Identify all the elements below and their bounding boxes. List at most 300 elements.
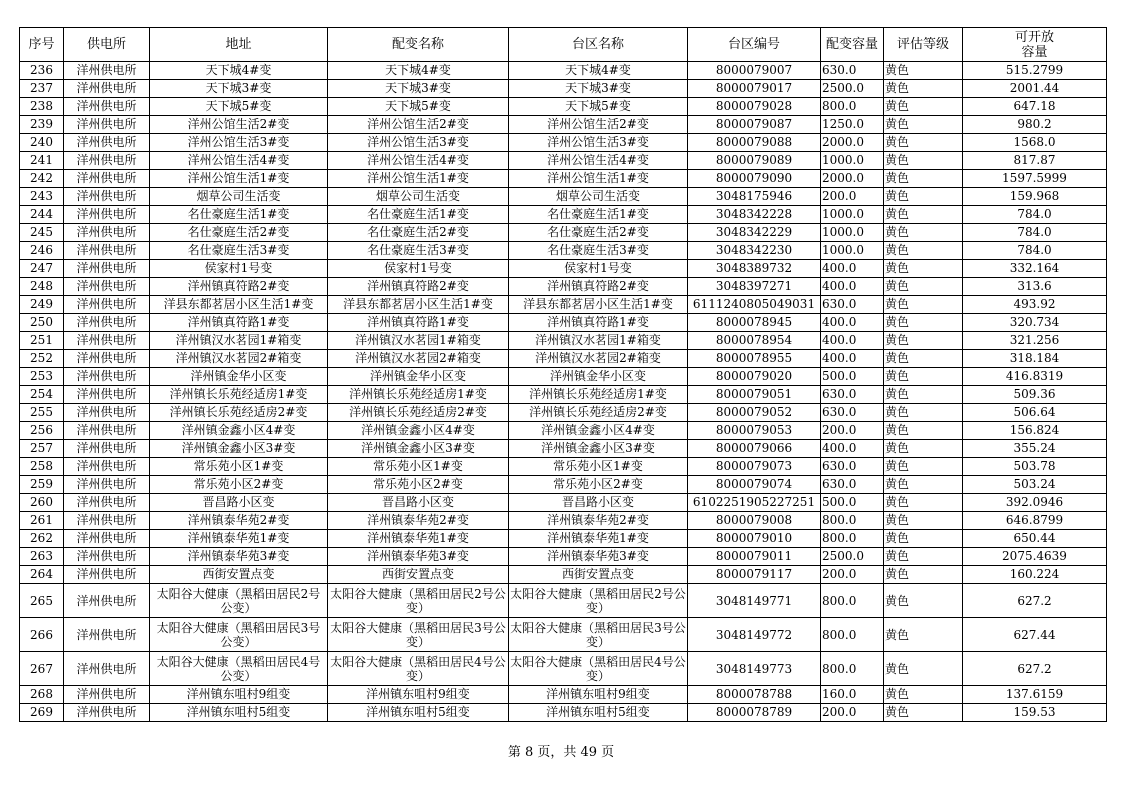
district-name-cell: 洋州镇真符路1#变 [509, 314, 688, 332]
rating-cell: 黄色 [884, 548, 963, 566]
transformer-name-cell: 洋州镇东咀村9组变 [328, 686, 509, 704]
district-code-cell: 8000078789 [688, 704, 821, 722]
transformer-name-cell: 太阳谷大健康（黑稻田居民2号公变） [328, 584, 509, 618]
capacity-cell: 160.0 [821, 686, 884, 704]
station-cell: 洋州供电所 [64, 704, 150, 722]
capacity-cell: 1000.0 [821, 242, 884, 260]
table-row [20, 62, 1107, 80]
transformer-name-cell: 洋州镇金鑫小区4#变 [328, 422, 509, 440]
capacity-cell: 800.0 [821, 530, 884, 548]
rating-cell: 黄色 [884, 386, 963, 404]
table-row [20, 332, 1107, 350]
address-cell: 洋州镇金华小区变 [150, 368, 328, 386]
district-name-cell: 太阳谷大健康（黑稻田居民2号公变） [509, 584, 688, 618]
district-code-cell: 3048175946 [688, 188, 821, 206]
table-row [20, 260, 1107, 278]
header-cell: 台区编号 [688, 28, 821, 62]
header-cell: 评估等级 [884, 28, 963, 62]
station-cell: 洋州供电所 [64, 584, 150, 618]
address-cell: 洋县东都茗居小区生活1#变 [150, 296, 328, 314]
station-cell: 洋州供电所 [64, 530, 150, 548]
transformer-name-cell: 洋州公馆生活1#变 [328, 170, 509, 188]
station-cell: 洋州供电所 [64, 206, 150, 224]
row-number-cell: 258 [20, 458, 64, 476]
capacity-cell: 500.0 [821, 494, 884, 512]
transformer-name-cell: 名仕豪庭生活2#变 [328, 224, 509, 242]
rating-cell: 黄色 [884, 566, 963, 584]
address-cell: 洋州公馆生活4#变 [150, 152, 328, 170]
open-capacity-cell: 159.53 [963, 704, 1107, 722]
station-cell: 洋州供电所 [64, 494, 150, 512]
table-row [20, 278, 1107, 296]
capacity-cell: 2500.0 [821, 548, 884, 566]
address-cell: 洋州镇汉水茗园2#箱变 [150, 350, 328, 368]
address-cell: 洋州镇东咀村5组变 [150, 704, 328, 722]
table-row [20, 314, 1107, 332]
row-number-cell: 268 [20, 686, 64, 704]
station-cell: 洋州供电所 [64, 512, 150, 530]
transformer-name-cell: 太阳谷大健康（黑稻田居民4号公变） [328, 652, 509, 686]
station-cell: 洋州供电所 [64, 224, 150, 242]
row-number-cell: 267 [20, 652, 64, 686]
row-number-cell: 241 [20, 152, 64, 170]
header-row [20, 28, 1107, 62]
station-cell: 洋州供电所 [64, 116, 150, 134]
district-code-cell: 8000079090 [688, 170, 821, 188]
header-cell: 序号 [20, 28, 64, 62]
table-row [20, 242, 1107, 260]
station-cell: 洋州供电所 [64, 458, 150, 476]
address-cell: 西街安置点变 [150, 566, 328, 584]
row-number-cell: 259 [20, 476, 64, 494]
station-cell: 洋州供电所 [64, 368, 150, 386]
transformer-name-cell: 常乐苑小区1#变 [328, 458, 509, 476]
station-cell: 洋州供电所 [64, 350, 150, 368]
open-capacity-cell: 416.8319 [963, 368, 1107, 386]
capacity-cell: 630.0 [821, 386, 884, 404]
capacity-cell: 400.0 [821, 332, 884, 350]
header-cell: 可开放容量 [963, 28, 1107, 62]
table-row [20, 224, 1107, 242]
row-number-cell: 257 [20, 440, 64, 458]
address-cell: 洋州镇长乐苑经适房2#变 [150, 404, 328, 422]
row-number-cell: 252 [20, 350, 64, 368]
open-capacity-cell: 2001.44 [963, 80, 1107, 98]
address-cell: 烟草公司生活变 [150, 188, 328, 206]
capacity-cell: 630.0 [821, 62, 884, 80]
open-capacity-cell: 503.78 [963, 458, 1107, 476]
district-code-cell: 8000079010 [688, 530, 821, 548]
table-row [20, 170, 1107, 188]
address-cell: 洋州镇长乐苑经适房1#变 [150, 386, 328, 404]
district-name-cell: 名仕豪庭生活2#变 [509, 224, 688, 242]
table-row [20, 134, 1107, 152]
capacity-cell: 200.0 [821, 422, 884, 440]
station-cell: 洋州供电所 [64, 422, 150, 440]
district-name-cell: 太阳谷大健康（黑稻田居民4号公变） [509, 652, 688, 686]
row-number-cell: 248 [20, 278, 64, 296]
district-code-cell: 8000078954 [688, 332, 821, 350]
district-name-cell: 洋州公馆生活3#变 [509, 134, 688, 152]
table-row [20, 188, 1107, 206]
transformer-name-cell: 常乐苑小区2#变 [328, 476, 509, 494]
rating-cell: 黄色 [884, 584, 963, 618]
station-cell: 洋州供电所 [64, 314, 150, 332]
open-capacity-cell: 137.6159 [963, 686, 1107, 704]
transformer-name-cell: 天下城5#变 [328, 98, 509, 116]
row-number-cell: 244 [20, 206, 64, 224]
transformer-name-cell: 洋州镇泰华苑1#变 [328, 530, 509, 548]
address-cell: 太阳谷大健康（黑稻田居民2号公变） [150, 584, 328, 618]
rating-cell: 黄色 [884, 80, 963, 98]
row-number-cell: 254 [20, 386, 64, 404]
table-row [20, 80, 1107, 98]
address-cell: 洋州公馆生活1#变 [150, 170, 328, 188]
station-cell: 洋州供电所 [64, 686, 150, 704]
transformer-name-cell: 洋州镇汉水茗园2#箱变 [328, 350, 509, 368]
open-capacity-cell: 159.968 [963, 188, 1107, 206]
district-code-cell: 6111240805049031 [688, 296, 821, 314]
district-code-cell: 8000079028 [688, 98, 821, 116]
open-capacity-cell: 784.0 [963, 224, 1107, 242]
station-cell: 洋州供电所 [64, 440, 150, 458]
open-capacity-cell: 156.824 [963, 422, 1107, 440]
capacity-cell: 630.0 [821, 404, 884, 422]
address-cell: 天下城5#变 [150, 98, 328, 116]
rating-cell: 黄色 [884, 368, 963, 386]
open-capacity-cell: 320.734 [963, 314, 1107, 332]
row-number-cell: 262 [20, 530, 64, 548]
capacity-cell: 800.0 [821, 512, 884, 530]
row-number-cell: 237 [20, 80, 64, 98]
table-row [20, 704, 1107, 722]
rating-cell: 黄色 [884, 350, 963, 368]
district-code-cell: 8000079020 [688, 368, 821, 386]
district-code-cell: 3048342228 [688, 206, 821, 224]
transformer-name-cell: 洋州公馆生活2#变 [328, 116, 509, 134]
table-row [20, 476, 1107, 494]
table-row [20, 440, 1107, 458]
district-name-cell: 洋州镇汉水茗园1#箱变 [509, 332, 688, 350]
capacity-cell: 400.0 [821, 278, 884, 296]
row-number-cell: 260 [20, 494, 64, 512]
address-cell: 洋州镇汉水茗园1#箱变 [150, 332, 328, 350]
row-number-cell: 269 [20, 704, 64, 722]
district-code-cell: 3048342229 [688, 224, 821, 242]
district-name-cell: 烟草公司生活变 [509, 188, 688, 206]
station-cell: 洋州供电所 [64, 260, 150, 278]
district-code-cell: 8000079089 [688, 152, 821, 170]
row-number-cell: 253 [20, 368, 64, 386]
station-cell: 洋州供电所 [64, 652, 150, 686]
district-code-cell: 8000079051 [688, 386, 821, 404]
district-code-cell: 8000079088 [688, 134, 821, 152]
district-code-cell: 8000078945 [688, 314, 821, 332]
open-capacity-cell: 321.256 [963, 332, 1107, 350]
capacity-cell: 200.0 [821, 704, 884, 722]
district-name-cell: 天下城5#变 [509, 98, 688, 116]
rating-cell: 黄色 [884, 314, 963, 332]
table-row [20, 548, 1107, 566]
capacity-cell: 400.0 [821, 260, 884, 278]
header-cell: 地址 [150, 28, 328, 62]
open-capacity-cell: 627.2 [963, 652, 1107, 686]
district-code-cell: 3048149771 [688, 584, 821, 618]
district-code-cell: 3048397271 [688, 278, 821, 296]
district-name-cell: 洋州镇金鑫小区4#变 [509, 422, 688, 440]
address-cell: 天下城3#变 [150, 80, 328, 98]
capacity-cell: 630.0 [821, 458, 884, 476]
district-name-cell: 侯家村1号变 [509, 260, 688, 278]
district-name-cell: 洋州镇长乐苑经适房1#变 [509, 386, 688, 404]
district-code-cell: 8000079073 [688, 458, 821, 476]
table-row [20, 206, 1107, 224]
rating-cell: 黄色 [884, 404, 963, 422]
open-capacity-cell: 784.0 [963, 206, 1107, 224]
header-cell: 供电所 [64, 28, 150, 62]
district-name-cell: 名仕豪庭生活1#变 [509, 206, 688, 224]
capacity-cell: 630.0 [821, 296, 884, 314]
row-number-cell: 245 [20, 224, 64, 242]
open-capacity-cell: 355.24 [963, 440, 1107, 458]
district-code-cell: 8000079074 [688, 476, 821, 494]
open-capacity-cell: 503.24 [963, 476, 1107, 494]
address-cell: 名仕豪庭生活2#变 [150, 224, 328, 242]
row-number-cell: 264 [20, 566, 64, 584]
address-cell: 洋州镇真符路2#变 [150, 278, 328, 296]
district-name-cell: 洋县东都茗居小区生活1#变 [509, 296, 688, 314]
open-capacity-cell: 515.2799 [963, 62, 1107, 80]
transformer-name-cell: 洋州镇长乐苑经适房2#变 [328, 404, 509, 422]
capacity-cell: 800.0 [821, 584, 884, 618]
rating-cell: 黄色 [884, 206, 963, 224]
table-row [20, 652, 1107, 686]
header-cell: 台区名称 [509, 28, 688, 62]
transformer-name-cell: 洋州镇真符路1#变 [328, 314, 509, 332]
rating-cell: 黄色 [884, 224, 963, 242]
capacity-cell: 500.0 [821, 368, 884, 386]
rating-cell: 黄色 [884, 134, 963, 152]
open-capacity-cell: 493.92 [963, 296, 1107, 314]
capacity-cell: 800.0 [821, 98, 884, 116]
rating-cell: 黄色 [884, 530, 963, 548]
transformer-name-cell: 洋州镇金华小区变 [328, 368, 509, 386]
transformer-name-cell: 天下城3#变 [328, 80, 509, 98]
district-name-cell: 洋州镇泰华苑1#变 [509, 530, 688, 548]
transformer-name-cell: 太阳谷大健康（黑稻田居民3号公变） [328, 618, 509, 652]
table-row [20, 618, 1107, 652]
address-cell: 洋州镇金鑫小区4#变 [150, 422, 328, 440]
capacity-cell: 200.0 [821, 188, 884, 206]
district-name-cell: 洋州镇泰华苑2#变 [509, 512, 688, 530]
table-row [20, 404, 1107, 422]
capacity-cell: 1000.0 [821, 152, 884, 170]
address-cell: 洋州镇泰华苑1#变 [150, 530, 328, 548]
address-cell: 太阳谷大健康（黑稻田居民4号公变） [150, 652, 328, 686]
transformer-name-cell: 西街安置点变 [328, 566, 509, 584]
address-cell: 洋州镇金鑫小区3#变 [150, 440, 328, 458]
transformer-name-cell: 洋州镇长乐苑经适房1#变 [328, 386, 509, 404]
address-cell: 洋州公馆生活2#变 [150, 116, 328, 134]
capacity-cell: 400.0 [821, 440, 884, 458]
district-code-cell: 8000079017 [688, 80, 821, 98]
district-code-cell: 8000078788 [688, 686, 821, 704]
rating-cell: 黄色 [884, 332, 963, 350]
capacity-cell: 2000.0 [821, 170, 884, 188]
rating-cell: 黄色 [884, 188, 963, 206]
rating-cell: 黄色 [884, 242, 963, 260]
row-number-cell: 251 [20, 332, 64, 350]
rating-cell: 黄色 [884, 260, 963, 278]
transformer-name-cell: 洋州镇泰华苑2#变 [328, 512, 509, 530]
address-cell: 常乐苑小区1#变 [150, 458, 328, 476]
district-name-cell: 晋昌路小区变 [509, 494, 688, 512]
transformer-name-cell: 名仕豪庭生活1#变 [328, 206, 509, 224]
transformer-name-cell: 烟草公司生活变 [328, 188, 509, 206]
rating-cell: 黄色 [884, 512, 963, 530]
table-row [20, 296, 1107, 314]
rating-cell: 黄色 [884, 62, 963, 80]
station-cell: 洋州供电所 [64, 332, 150, 350]
district-name-cell: 常乐苑小区1#变 [509, 458, 688, 476]
open-capacity-cell: 313.6 [963, 278, 1107, 296]
rating-cell: 黄色 [884, 422, 963, 440]
district-name-cell: 常乐苑小区2#变 [509, 476, 688, 494]
district-code-cell: 8000079117 [688, 566, 821, 584]
rating-cell: 黄色 [884, 704, 963, 722]
address-cell: 侯家村1号变 [150, 260, 328, 278]
station-cell: 洋州供电所 [64, 98, 150, 116]
district-name-cell: 洋州镇金华小区变 [509, 368, 688, 386]
table-row [20, 368, 1107, 386]
open-capacity-cell: 392.0946 [963, 494, 1107, 512]
station-cell: 洋州供电所 [64, 278, 150, 296]
district-name-cell: 洋州公馆生活2#变 [509, 116, 688, 134]
capacity-cell: 1250.0 [821, 116, 884, 134]
station-cell: 洋州供电所 [64, 152, 150, 170]
station-cell: 洋州供电所 [64, 134, 150, 152]
row-number-cell: 249 [20, 296, 64, 314]
table-row [20, 584, 1107, 618]
open-capacity-cell: 509.36 [963, 386, 1107, 404]
row-number-cell: 265 [20, 584, 64, 618]
district-code-cell: 8000079052 [688, 404, 821, 422]
district-name-cell: 洋州镇东咀村9组变 [509, 686, 688, 704]
open-capacity-cell: 980.2 [963, 116, 1107, 134]
open-capacity-cell: 646.8799 [963, 512, 1107, 530]
data-table [19, 27, 1107, 722]
station-cell: 洋州供电所 [64, 566, 150, 584]
row-number-cell: 266 [20, 618, 64, 652]
district-code-cell: 8000079011 [688, 548, 821, 566]
capacity-cell: 200.0 [821, 566, 884, 584]
table-row [20, 350, 1107, 368]
address-cell: 洋州镇泰华苑2#变 [150, 512, 328, 530]
capacity-cell: 1000.0 [821, 206, 884, 224]
rating-cell: 黄色 [884, 116, 963, 134]
open-capacity-cell: 318.184 [963, 350, 1107, 368]
address-cell: 晋昌路小区变 [150, 494, 328, 512]
district-name-cell: 西街安置点变 [509, 566, 688, 584]
transformer-name-cell: 洋州镇汉水茗园1#箱变 [328, 332, 509, 350]
station-cell: 洋州供电所 [64, 476, 150, 494]
transformer-name-cell: 侯家村1号变 [328, 260, 509, 278]
table-row [20, 494, 1107, 512]
row-number-cell: 238 [20, 98, 64, 116]
open-capacity-cell: 784.0 [963, 242, 1107, 260]
row-number-cell: 250 [20, 314, 64, 332]
table-row [20, 386, 1107, 404]
rating-cell: 黄色 [884, 652, 963, 686]
open-capacity-cell: 2075.4639 [963, 548, 1107, 566]
address-cell: 太阳谷大健康（黑稻田居民3号公变） [150, 618, 328, 652]
address-cell: 洋州镇泰华苑3#变 [150, 548, 328, 566]
station-cell: 洋州供电所 [64, 548, 150, 566]
capacity-cell: 2500.0 [821, 80, 884, 98]
rating-cell: 黄色 [884, 476, 963, 494]
district-code-cell: 3048342230 [688, 242, 821, 260]
address-cell: 天下城4#变 [150, 62, 328, 80]
capacity-cell: 630.0 [821, 476, 884, 494]
rating-cell: 黄色 [884, 458, 963, 476]
district-name-cell: 洋州公馆生活4#变 [509, 152, 688, 170]
row-number-cell: 256 [20, 422, 64, 440]
district-name-cell: 洋州镇汉水茗园2#箱变 [509, 350, 688, 368]
row-number-cell: 261 [20, 512, 64, 530]
transformer-name-cell: 洋州镇金鑫小区3#变 [328, 440, 509, 458]
open-capacity-cell: 817.87 [963, 152, 1107, 170]
table-row [20, 422, 1107, 440]
table-row [20, 530, 1107, 548]
address-cell: 洋州镇真符路1#变 [150, 314, 328, 332]
row-number-cell: 247 [20, 260, 64, 278]
table-row [20, 566, 1107, 584]
row-number-cell: 246 [20, 242, 64, 260]
address-cell: 洋州公馆生活3#变 [150, 134, 328, 152]
row-number-cell: 240 [20, 134, 64, 152]
open-capacity-cell: 627.2 [963, 584, 1107, 618]
district-code-cell: 8000079007 [688, 62, 821, 80]
district-code-cell: 8000079008 [688, 512, 821, 530]
table-row [20, 116, 1107, 134]
transformer-name-cell: 洋州镇真符路2#变 [328, 278, 509, 296]
rating-cell: 黄色 [884, 170, 963, 188]
capacity-cell: 800.0 [821, 652, 884, 686]
address-cell: 名仕豪庭生活1#变 [150, 206, 328, 224]
district-name-cell: 洋州镇真符路2#变 [509, 278, 688, 296]
address-cell: 洋州镇东咀村9组变 [150, 686, 328, 704]
capacity-cell: 2000.0 [821, 134, 884, 152]
row-number-cell: 243 [20, 188, 64, 206]
district-name-cell: 洋州镇东咀村5组变 [509, 704, 688, 722]
rating-cell: 黄色 [884, 278, 963, 296]
capacity-cell: 400.0 [821, 314, 884, 332]
transformer-name-cell: 洋州公馆生活3#变 [328, 134, 509, 152]
transformer-name-cell: 洋州公馆生活4#变 [328, 152, 509, 170]
transformer-name-cell: 晋昌路小区变 [328, 494, 509, 512]
station-cell: 洋州供电所 [64, 404, 150, 422]
district-code-cell: 3048149772 [688, 618, 821, 652]
rating-cell: 黄色 [884, 686, 963, 704]
district-name-cell: 名仕豪庭生活3#变 [509, 242, 688, 260]
station-cell: 洋州供电所 [64, 242, 150, 260]
rating-cell: 黄色 [884, 98, 963, 116]
table-body [20, 62, 1107, 722]
row-number-cell: 239 [20, 116, 64, 134]
open-capacity-cell: 1597.5999 [963, 170, 1107, 188]
transformer-name-cell: 天下城4#变 [328, 62, 509, 80]
capacity-cell: 400.0 [821, 350, 884, 368]
